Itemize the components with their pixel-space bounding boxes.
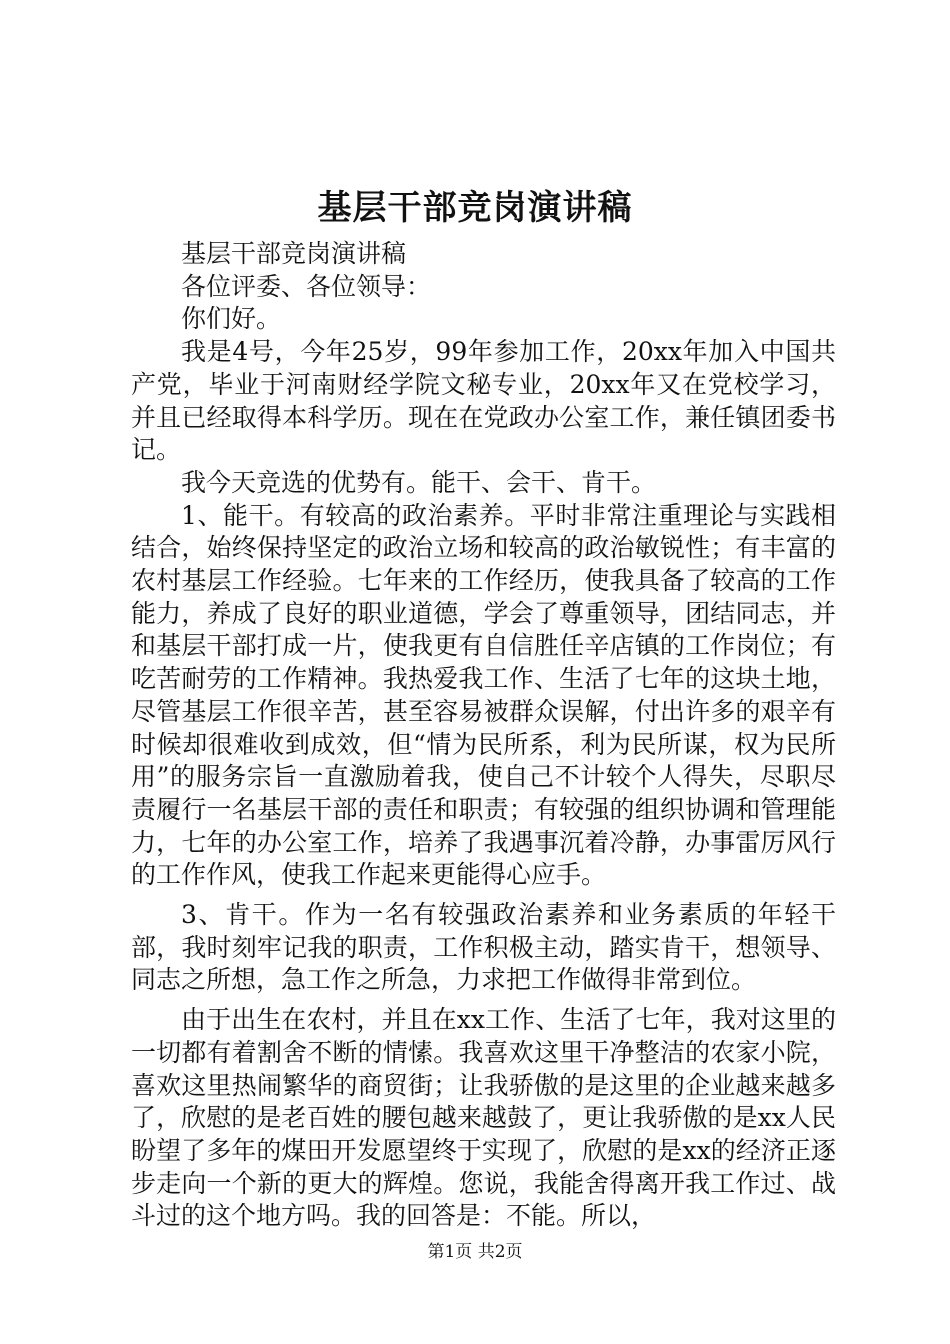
paragraph-salutation: 各位评委、各位领导： (181, 271, 432, 301)
paragraph-hometown: 由于出生在农村，并且在xx工作、生活了七年，我对这里的一切都有着割舍不断的情愫。我喜欢这里干净整洁的农家小院，喜欢这里热闹繁华的商贸街；让我骄傲的是这里的企业越来越多了，欣慰的是老百姓的腰包越来越鼓了，更让我骄傲的是xx人民盼望了多年的煤田开发愿望终于实现了，欣慰的是xx的经济正逐步走向一个新的更大的辉煌。您说，我能舍得离开我工作过、战斗过的这个地方吗。我的回答是：不能。所以， (131, 1005, 836, 1231)
paragraph-capable: 1、能干。有较高的政治素养。平时非常注重理论与实践相结合，始终保持坚定的政治立场和较高的政治敏锐性；有丰富的农村基层工作经验。七年来的工作经历，使我具备了较高的工作能力，养成了良好的职业道德，学会了尊重领导，团结同志，并和基层干部打成一片，使我更有自信胜任辛店镇的工作岗位；有吃苦耐劳的工作精神。我热爱我工作、生活了七年的这块土地，尽管基层工作很辛苦，甚至容易被群众误解，付出许多的艰辛有时候却很难收到成效，但“情为民所系，利为民所谋，权为民所用”的服务宗旨一直激励着我，使自己不计较个人得失，尽职尽责履行一名基层干部的责任和职责；有较强的组织协调和管理能力，七年的办公室工作，培养了我遇事沉着冷静，办事雷厉风行的工作作风，使我工作起来更能得心应手。 (131, 500, 836, 890)
paragraph-self-introduction: 我是4号，今年25岁，99年参加工作，20xx年加入中国共产党，毕业于河南财经学院文秘专业，20xx年又在党校学习，并且已经取得本科学历。现在在党政办公室工作，兼任镇团委书记。 (131, 337, 836, 465)
document-body (131, 238, 836, 1233)
paragraph-greeting: 你们好。 (181, 304, 282, 334)
paragraph-subtitle: 基层干部竞岗演讲稿 (181, 239, 407, 268)
paragraph-willing: 3、肯干。作为一名有较强政治素养和业务素质的年轻干部，我时刻牢记我的职责，工作积极主动，踏实肯干，想领导、同志之所想，急工作之所急，力求把工作做得非常到位。 (131, 900, 836, 995)
page-number: 第1页 共2页 (427, 1242, 523, 1262)
paragraph-advantages: 我今天竞选的优势有。能干、会干、肯干。 (181, 467, 657, 497)
document-title: 基层干部竞岗演讲稿 (317, 188, 633, 228)
